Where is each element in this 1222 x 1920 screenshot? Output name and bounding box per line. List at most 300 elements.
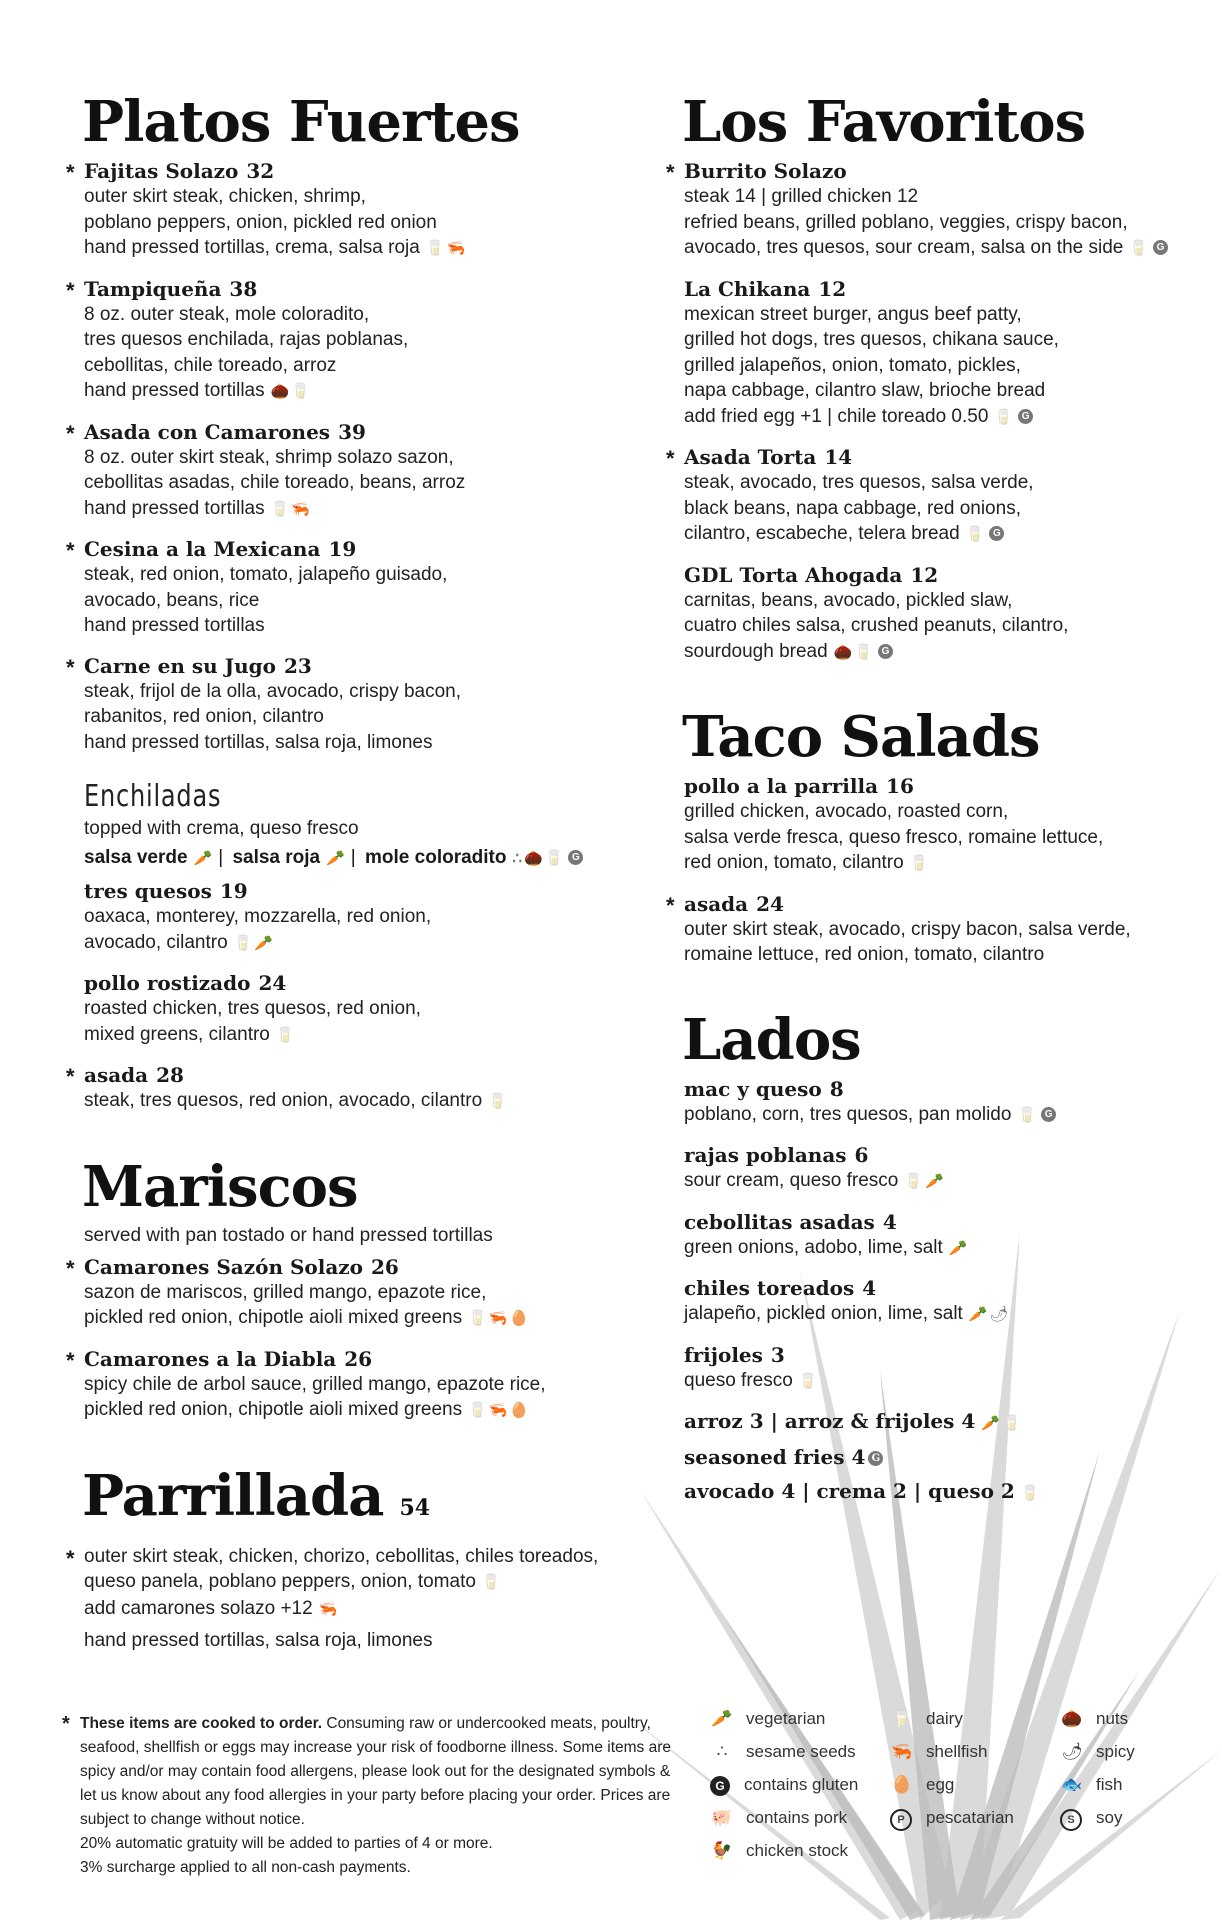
allergen-icons: 🥛🦐: [425, 240, 468, 257]
item-description-text: romaine lettuce, red onion, tomato, cilantro: [684, 944, 1045, 965]
item-description-text: grilled chicken, avocado, roasted corn,: [684, 801, 1009, 822]
item-name: Fajitas Solazo: [84, 159, 239, 183]
allergen-icons: 🥛🦐: [270, 500, 312, 518]
item-description-line: [684, 235, 1202, 262]
item-name: Cesina a la Mexicana: [84, 537, 321, 561]
item-description-line: [84, 1022, 642, 1049]
allergen-icons: 🥕: [948, 1239, 970, 1257]
item-name: Camarones Sazón Solazo: [84, 1254, 364, 1279]
legend-icon: 🐟: [1061, 1775, 1083, 1794]
item-name: cebollitas asadas: [684, 1209, 875, 1234]
item-description-text: 8 oz. outer skirt steak, shrimp solazo sazon,: [84, 446, 454, 468]
item-description-text: steak 14 | grilled chicken 12: [684, 186, 919, 207]
item-description-line: [84, 1305, 642, 1332]
item-description-line: [684, 378, 1202, 404]
item-name-row: [84, 1346, 642, 1372]
item-description-line: [84, 445, 642, 471]
item-description-text: steak, tres quesos, red onion, avocado, cilantro: [84, 1090, 483, 1111]
section-title-enchiladas: Enchiladas: [84, 779, 222, 814]
item-name-row: [684, 158, 1202, 184]
item-price: 23: [283, 653, 312, 678]
gluten-icon: G: [989, 526, 1004, 541]
item-description-text: hand pressed tortillas, crema, salsa roja: [84, 237, 420, 258]
legend-entry: [710, 1741, 856, 1763]
menu-item: [662, 562, 1202, 666]
enchiladas-list: [62, 878, 642, 1115]
right-column: [662, 90, 1202, 1524]
allergen-disclaimer: [62, 1712, 690, 1880]
item-price: 24: [756, 891, 784, 916]
item-description-line: [684, 302, 1202, 328]
parrillada-item: [62, 1544, 642, 1654]
legend-icon: 🌶: [1061, 1742, 1083, 1761]
allergen-icons: 🥛🦐🥚: [468, 1310, 531, 1327]
item-name: chiles toreados: [684, 1276, 855, 1300]
legend-label: contains gluten: [744, 1775, 859, 1794]
gluten-icon: G: [1153, 240, 1168, 255]
item-description-line: [684, 210, 1202, 236]
vegetarian-icon: 🥕: [326, 850, 347, 867]
legend-label: spicy: [1096, 1742, 1135, 1761]
item-description-line: [684, 353, 1202, 379]
cooked-to-order-star: *: [666, 892, 675, 918]
item-name-row: [684, 1342, 1202, 1368]
item-description-text: steak, frijol de la olla, avocado, crispy bacon,: [84, 680, 462, 702]
item-price: 19: [328, 537, 357, 561]
dairy-icon: 🥛: [481, 1574, 503, 1591]
surcharge-note: 3% surcharge applied to all non-cash payments.: [80, 1859, 411, 1876]
cooked-to-order-star: *: [66, 1064, 75, 1089]
item-description-line: [684, 799, 1202, 825]
legend-label: pescatarian: [926, 1808, 1014, 1827]
section-title-parrillada: [82, 1464, 642, 1540]
item-description-text: 8 oz. outer steak, mole coloradito,: [84, 303, 370, 325]
item-description-text: steak, avocado, tres quesos, salsa verde,: [684, 472, 1034, 493]
item-name-row: [684, 891, 1202, 917]
allergen-icons: 🥛: [1017, 1106, 1039, 1124]
legend-label: nuts: [1096, 1709, 1129, 1728]
item-name-row: [84, 970, 642, 996]
cooked-to-order-star: *: [66, 160, 75, 185]
section-title-mariscos: Mariscos: [82, 1153, 358, 1220]
item-name-row: [84, 1254, 642, 1280]
item-name-row: [684, 1275, 1202, 1301]
vegetarian-icon: 🥕: [193, 850, 215, 867]
item-description-text: carnitas, beans, avocado, pickled slaw,: [684, 589, 1013, 611]
item-description-text: sour cream, queso fresco: [684, 1170, 899, 1191]
legend-entry: [710, 1708, 825, 1730]
disclaimer-bold: These items are cooked to order.: [80, 1715, 323, 1732]
cooked-to-order-star: *: [66, 1347, 75, 1373]
item-price: 4: [882, 1209, 897, 1234]
item-name: rajas poblanas: [684, 1143, 847, 1167]
item-description-line: [84, 1397, 642, 1424]
cooked-to-order-star: *: [66, 538, 75, 563]
legend-icon: ∴: [716, 1742, 728, 1761]
item-name-row: [684, 1076, 1202, 1102]
taco-salads-list: [662, 773, 1202, 968]
item-description-text: queso fresco: [684, 1369, 793, 1391]
item-description-text: outer skirt steak, avocado, crispy bacon, salsa verde,: [684, 918, 1131, 940]
item-name: La Chikana: [684, 276, 811, 301]
enchiladas-sauce-options: salsa verde 🥕 | salsa roja 🥕 | mole coloradito ∴🌰🥛 G: [84, 843, 642, 874]
item-description-text: pickled red onion, chipotle aioli mixed greens: [84, 1399, 463, 1420]
item-description-line: [684, 184, 1202, 210]
item-description-text: hand pressed tortillas: [84, 497, 265, 519]
legend-entry: [1060, 1708, 1128, 1730]
item-description-line: [684, 496, 1202, 522]
allergen-icons: 🥛: [994, 408, 1016, 426]
item-name: mac y queso: [684, 1076, 822, 1101]
allergen-icons: 🥛: [1129, 240, 1151, 257]
lados-extra: [662, 1404, 1202, 1510]
item-description-text: outer skirt steak, chicken, shrimp,: [84, 186, 366, 207]
allergen-icons: 🥛: [965, 526, 987, 543]
item-description-line: [684, 917, 1202, 943]
menu-item: [662, 1076, 1202, 1129]
item-price: 8: [829, 1076, 844, 1101]
menu-item: [62, 419, 642, 523]
menu-item: [662, 891, 1202, 968]
item-name: Camarones a la Diabla: [84, 1346, 337, 1371]
item-description-text: mixed greens, cilantro: [84, 1023, 270, 1045]
parrillada-line: queso panela, poblano peppers, onion, tomato 🥛: [84, 1569, 642, 1596]
item-description-text: hand pressed tortillas: [84, 380, 265, 401]
lados-extra-line: arroz 3 | arroz & frijoles 4 🥕🥛: [684, 1404, 1202, 1440]
item-price: 19: [219, 879, 248, 903]
item-description-line: [84, 327, 642, 353]
cooked-to-order-star: *: [66, 1255, 75, 1281]
item-name: pollo a la parrilla: [684, 774, 879, 798]
item-description-text: tres quesos enchilada, rajas poblanas,: [84, 329, 409, 350]
item-name: Asada con Camarones: [84, 419, 331, 444]
allergen-icons: 🥛🥕: [233, 934, 276, 952]
lados-list: [662, 1076, 1202, 1395]
item-price: 32: [246, 159, 275, 183]
item-description-text: steak, red onion, tomato, jalapeño guisado,: [84, 564, 448, 585]
vegetarian-dairy-icons: 🥕🥛: [981, 1414, 1023, 1432]
option-mole-coloradito: mole coloradito: [365, 847, 507, 868]
item-name-row: [684, 773, 1202, 799]
legend-icon: G: [710, 1776, 730, 1796]
item-name-row: [84, 653, 642, 679]
parrillada-line: add camarones solazo +12 🦐: [84, 1596, 642, 1623]
item-description-line: [84, 353, 642, 379]
legend-icon: S: [1060, 1809, 1082, 1831]
item-price: 24: [258, 971, 287, 995]
item-description-text: oaxaca, monterey, mozzarella, red onion,: [84, 906, 432, 927]
item-name: tres quesos: [84, 879, 212, 903]
item-description-line: [84, 378, 642, 405]
legend-label: fish: [1096, 1775, 1123, 1794]
menu-item: [62, 970, 642, 1048]
item-description-text: grilled hot dogs, tres quesos, chikana sauce,: [684, 329, 1059, 350]
option-salsa-roja: salsa roja: [232, 847, 321, 868]
cooked-to-order-star: *: [62, 1713, 70, 1735]
parrillada-price: 54: [399, 1494, 431, 1521]
section-title-lados: Lados: [682, 1006, 861, 1073]
item-description-line: [84, 904, 642, 930]
gluten-icon: G: [878, 644, 893, 659]
item-name-row: [84, 276, 642, 302]
mariscos-list: [62, 1254, 642, 1424]
item-name-row: [684, 1142, 1202, 1168]
item-description-text: salsa verde fresca, queso fresco, romaine lettuce,: [684, 826, 1104, 848]
item-description-line: [84, 730, 642, 756]
allergen-icons: 🥛: [909, 855, 931, 872]
legend-label: shellfish: [926, 1742, 988, 1761]
left-column: [62, 90, 642, 1668]
parrillada-line: outer skirt steak, chicken, chorizo, cebollitas, chiles toreados,: [84, 1545, 599, 1567]
item-description-text: avocado, beans, rice: [84, 589, 260, 611]
item-description-line: [84, 1372, 642, 1398]
allergen-icons: 🥛: [798, 1372, 820, 1390]
menu-item: [662, 276, 1202, 431]
allergen-icons: 🌰🥛: [833, 643, 876, 661]
item-name: asada: [684, 891, 749, 916]
menu-item: [62, 158, 642, 262]
item-description-line: [684, 639, 1202, 666]
item-name: Carne en su Jugo: [84, 653, 276, 678]
item-price: 16: [886, 774, 914, 798]
section-title-los-favoritos: Los Favoritos: [682, 89, 1086, 155]
item-description-text: add fried egg +1 | chile toreado 0.50: [684, 405, 989, 427]
menu-item: [62, 276, 642, 405]
legend-entry: [890, 1741, 987, 1763]
shellfish-icon: 🦐: [318, 1600, 340, 1618]
item-name-row: [684, 276, 1202, 302]
item-price: 6: [854, 1143, 869, 1167]
parrillada-title: Parrillada: [82, 1462, 384, 1529]
item-description-text: cebollitas, chile toreado, arroz: [84, 354, 337, 376]
menu-item: [662, 444, 1202, 548]
item-description-text: spicy chile de arbol sauce, grilled mango, epazote rice,: [84, 1373, 546, 1395]
item-name: frijoles: [684, 1342, 763, 1367]
legend-label: contains pork: [746, 1808, 848, 1827]
legend-entry: [890, 1774, 954, 1796]
item-price: 4: [862, 1276, 877, 1300]
item-price: 28: [156, 1063, 184, 1087]
item-description-text: jalapeño, pickled onion, lime, salt: [684, 1303, 963, 1324]
item-description-line: [684, 521, 1202, 548]
legend-entry: [710, 1774, 858, 1796]
item-description-text: refried beans, grilled poblano, veggies, crispy bacon,: [684, 211, 1128, 233]
legend-icon: P: [890, 1809, 912, 1831]
menu-item: [62, 1254, 642, 1332]
item-description-line: [84, 184, 642, 210]
item-description-line: [684, 404, 1202, 431]
menu-item: [662, 773, 1202, 877]
item-price: 39: [338, 419, 366, 444]
item-price: 26: [371, 1254, 399, 1279]
item-description-text: black beans, napa cabbage, red onions,: [684, 497, 1021, 519]
legend-entry: [1060, 1807, 1122, 1831]
lados-extra-line: seasoned fries 4 G: [684, 1440, 1202, 1474]
item-description-line: [84, 704, 642, 730]
menu-item: [662, 158, 1202, 262]
item-description-text: sazon de mariscos, grilled mango, epazote rice,: [84, 1281, 487, 1303]
item-price: 3: [770, 1342, 785, 1367]
menu-item: [62, 653, 642, 756]
cooked-to-order-star: *: [66, 654, 75, 680]
cooked-to-order-star: *: [666, 446, 675, 471]
legend-icon: 🐖: [711, 1808, 733, 1827]
item-description-text: pickled red onion, chipotle aioli mixed greens: [84, 1307, 463, 1328]
section-title-platos-fuertes: Platos Fuertes: [82, 89, 520, 155]
legend-entry: [710, 1840, 848, 1862]
item-price: 38: [229, 276, 258, 301]
item-description-line: [84, 930, 642, 957]
item-description-line: [684, 825, 1202, 851]
item-price: 12: [910, 562, 939, 587]
item-description-line: [84, 235, 642, 262]
cooked-to-order-star: *: [666, 160, 675, 185]
item-description-line: [684, 470, 1202, 496]
enchiladas-note: topped with crema, queso fresco: [84, 818, 359, 839]
menu-item: [662, 1275, 1202, 1328]
item-description-line: [84, 1088, 642, 1115]
item-description-line: [84, 679, 642, 705]
item-description-text: rabanitos, red onion, cilantro: [84, 706, 324, 727]
legend-entry: [1060, 1774, 1122, 1796]
item-description-text: napa cabbage, cilantro slaw, brioche bread: [684, 380, 1046, 401]
item-description-text: sourdough bread: [684, 640, 828, 662]
item-description-text: roasted chicken, tres quesos, red onion,: [84, 998, 421, 1019]
item-price: 14: [824, 445, 853, 469]
cooked-to-order-star: *: [66, 277, 75, 303]
legend-icon: 🥕: [711, 1709, 733, 1728]
menu-item: [62, 1062, 642, 1115]
item-description-text: cebollitas asadas, chile toreado, beans, arroz: [84, 472, 466, 493]
item-description-text: avocado, cilantro: [84, 931, 228, 953]
item-name: GDL Torta Ahogada: [684, 562, 903, 587]
item-description-line: [684, 1168, 1202, 1195]
item-price: 26: [344, 1346, 373, 1371]
item-description-line: [84, 996, 642, 1022]
platos-fuertes-list: [62, 158, 642, 755]
item-name: asada: [84, 1063, 149, 1087]
item-description-line: [684, 588, 1202, 614]
item-name-row: [684, 562, 1202, 588]
item-description-text: mexican street burger, angus beef patty,: [684, 303, 1022, 325]
menu-item: [662, 1342, 1202, 1395]
option-salsa-verde: salsa verde: [84, 847, 188, 868]
gluten-icon: G: [868, 1451, 883, 1466]
mariscos-note: served with pan tostado or hand pressed tortillas: [84, 1224, 493, 1246]
item-description-line: [84, 210, 642, 236]
menu-item: [62, 1346, 642, 1424]
item-description-line: [684, 1235, 1202, 1262]
item-description-line: [84, 562, 642, 588]
section-title-taco-salads: Taco Salads: [682, 704, 1040, 770]
legend-label: dairy: [926, 1709, 963, 1728]
legend-entry: [890, 1807, 1014, 1831]
gluten-icon: G: [568, 850, 583, 865]
item-description-line: [84, 1280, 642, 1306]
favoritos-list: [662, 158, 1202, 665]
item-description-text: grilled jalapeños, onion, tomato, pickles,: [684, 354, 1021, 376]
gluten-icon: G: [1041, 1107, 1056, 1122]
legend-label: chicken stock: [746, 1841, 849, 1860]
legend-label: vegetarian: [746, 1709, 826, 1728]
item-description-line: [684, 1102, 1202, 1129]
allergen-icons: 🌰🥛: [270, 383, 312, 400]
dairy-icon: 🥛: [1020, 1484, 1042, 1502]
legend-entry: [710, 1807, 847, 1829]
menu-item: [662, 1209, 1202, 1262]
allergen-icons: 🥛🥕: [904, 1173, 946, 1190]
item-price: 12: [818, 276, 847, 301]
legend-icon: 🌰: [1061, 1709, 1083, 1728]
menu-item: [62, 536, 642, 639]
item-description-text: cilantro, escabeche, telera bread: [684, 523, 960, 544]
allergen-icons: 🥛: [275, 1026, 297, 1044]
gluten-icon: G: [1018, 409, 1033, 424]
sesame-nuts-dairy-icons: ∴🌰🥛: [512, 850, 566, 867]
item-name: Burrito Solazo: [684, 159, 847, 183]
allergen-icons: 🥕🌶: [968, 1306, 1011, 1323]
item-description-line: [84, 613, 642, 639]
legend-icon: 🐓: [711, 1841, 733, 1860]
legend-icon: 🥚: [891, 1775, 913, 1794]
allergen-icons: 🥛: [488, 1093, 509, 1110]
legend-label: egg: [926, 1775, 955, 1794]
lados-extra-line: avocado 4 | crema 2 | queso 2 🥛: [684, 1474, 1202, 1510]
disclaimer-text: Consuming raw or undercooked meats, poultry, seafood, shellfish or eggs may increase your risk of foodborne illness. Some items are spicy and/or may contain food allergens, please look out for the designated symbols & let us know about any food allergies in your party before placing your order. Prices are subject to change without notice.: [80, 1715, 672, 1828]
item-description-line: [684, 613, 1202, 639]
item-name: Tampiqueña: [84, 276, 222, 301]
cooked-to-order-star: *: [66, 420, 75, 446]
item-description-text: hand pressed tortillas: [84, 615, 265, 636]
gratuity-note: 20% automatic gratuity will be added to parties of 4 or more.: [80, 1835, 493, 1852]
menu-item: [62, 878, 642, 956]
cooked-to-order-star: *: [66, 1545, 75, 1571]
item-name-row: [84, 158, 642, 184]
item-description-text: poblano peppers, onion, pickled red onion: [84, 211, 437, 233]
item-description-text: poblano, corn, tres quesos, pan molido: [684, 1103, 1012, 1125]
item-description-line: [684, 850, 1202, 877]
allergen-icons: 🥛🦐🥚: [468, 1402, 531, 1419]
legend-icon: 🥛: [891, 1709, 913, 1728]
item-name-row: [84, 878, 642, 904]
item-description-line: [684, 327, 1202, 353]
item-description-line: [84, 302, 642, 328]
item-name: Asada Torta: [684, 445, 817, 469]
parrillada-line: hand pressed tortillas, salsa roja, limones: [84, 1630, 433, 1651]
item-name: pollo rostizado: [84, 971, 251, 995]
legend-label: soy: [1096, 1808, 1123, 1827]
item-name-row: [84, 536, 642, 562]
item-name-row: [84, 1062, 642, 1088]
item-description-text: green onions, adobo, lime, salt: [684, 1236, 943, 1258]
item-name-row: [684, 444, 1202, 470]
legend-icon: 🦐: [891, 1742, 913, 1761]
menu-item: [662, 1142, 1202, 1195]
legend-label: sesame seeds: [746, 1742, 856, 1761]
item-description-line: [684, 942, 1202, 968]
item-description-text: avocado, tres quesos, sour cream, salsa on the side: [684, 237, 1124, 258]
item-description-line: [84, 470, 642, 496]
item-description-text: cuatro chiles salsa, crushed peanuts, cilantro,: [684, 615, 1069, 636]
item-description-line: [684, 1368, 1202, 1395]
item-description-line: [684, 1301, 1202, 1328]
item-name-row: [84, 419, 642, 445]
item-name-row: [684, 1209, 1202, 1235]
item-description-text: red onion, tomato, cilantro: [684, 852, 904, 873]
legend-entry: [1060, 1741, 1135, 1763]
item-description-line: [84, 588, 642, 614]
item-description-line: [84, 496, 642, 523]
